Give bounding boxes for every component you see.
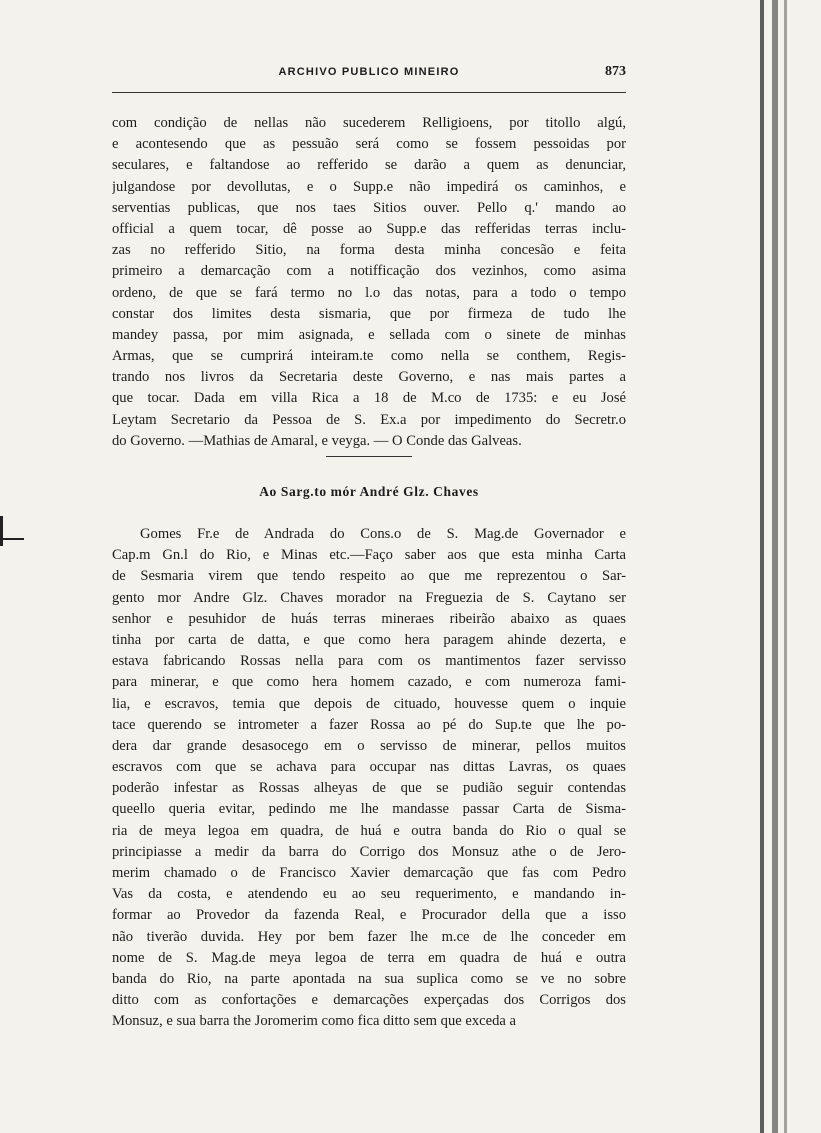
- running-header: [112, 66, 626, 86]
- page-edge-shadow: [784, 0, 787, 1133]
- text-line: mandey passa, por mim asignada, e sellada com o sinete de minhas: [112, 326, 626, 343]
- text-line: nome de S. Mag.de meya legoa de terra em quadra de huá e outra: [112, 949, 626, 966]
- text-line: formar ao Provedor da fazenda Real, e Procurador della que a isso: [112, 907, 626, 924]
- text-line: escravos com que se achava para occupar nas dittas Lavras, os quaes: [112, 759, 626, 776]
- text-line: serventias publicas, que nos taes Sitios ouver. Pello q.' mando ao: [112, 199, 626, 216]
- page-number: 873: [605, 64, 626, 79]
- text-line: trando nos livros da Secretaria deste Governo, e nas mais partes a: [112, 369, 626, 386]
- text-line: Armas, que se cumprirá inteiram.te como nella se conthem, Regis-: [112, 348, 626, 365]
- text-line: tinha por carta de datta, e que como hera paragem ahinde dezerta, e: [112, 631, 626, 648]
- text-line: senhor e pesuhidor de huás terras mineraes ribeirão abaixo as quaes: [112, 610, 626, 627]
- text-line: ditto com as confortações e demarcações experçadas dos Corrigos dos: [112, 992, 626, 1009]
- text-line: de Sesmaria virem que tendo respeito ao que me reprezentou o Sar-: [112, 568, 626, 585]
- text-line: primeiro a demarcação com a notifficação dos vezinhos, como asima: [112, 263, 626, 280]
- text-line: tace querendo se intrometer a fazer Rossa ao pé do Sup.te que lhe po-: [112, 716, 626, 733]
- text-line: constar dos limites desta sismaria, que por firmeza de tudo lhe: [112, 305, 626, 322]
- text-line: gento mor Andre Glz. Chaves morador na Freguezia de S. Caytano ser: [112, 589, 626, 606]
- text-line: do Governo. —Mathias de Amaral, e veyga. — O Conde das Galveas.: [112, 432, 522, 449]
- text-line: ria de meya legoa em quadra, de huá e outra banda do Rio o qual se: [112, 822, 626, 839]
- text-line: lia, e escravos, temia que depois de cituado, houvesse quem o inquie: [112, 695, 626, 712]
- header-title: ARCHIVO PUBLICO MINEIRO: [278, 66, 460, 78]
- text-line: queello queria evitar, pedindo me lhe mandasse passar Carta de Sisma-: [112, 801, 626, 818]
- text-line: Monsuz, e sua barra the Joromerim como fica ditto sem que exceda a: [112, 1013, 517, 1030]
- text-line: zas no refferido Sitio, na forma desta minha concesão e feita: [112, 242, 626, 259]
- text-block-sesmaria: [112, 524, 626, 1033]
- section-heading: Ao Sarg.to mór André Glz. Chaves: [259, 484, 479, 499]
- text-line: que tocar. Dada em villa Rica a 18 de M.co de 1735: e eu José: [112, 390, 626, 407]
- text-line: banda do Rio, na parte apontada na sua suplica como se ve no sobre: [112, 970, 626, 987]
- text-line: com condição de nellas não sucederem Relligioens, por titollo algú,: [112, 115, 626, 131]
- text-line: official a quem tocar, dê posse ao Supp.e das refferidas terras inclu-: [112, 220, 626, 237]
- text-line: julgandose por devollutas, e o Supp.e não impedirá os caminhos, e: [112, 178, 626, 195]
- text-block-continuation: [112, 113, 626, 452]
- binding-mark: [0, 538, 24, 540]
- text-line: não tiverão duvida. Hey por bem fazer lhe m.ce de lhe conceder em: [112, 928, 626, 945]
- text-line: seculares, e faltandose ao refferido se darão a quem as denunciar,: [112, 157, 626, 174]
- section-divider: [326, 456, 412, 457]
- text-line: Vas da costa, e atendendo eu ao seu requerimento, e mandando in-: [112, 886, 626, 903]
- text-line: principiasse a medir da barra do Corrigo dos Monsuz athe o de Jero-: [112, 843, 626, 860]
- text-line: para minerar, e que como hera homem cazado, e com numeroza fami-: [112, 674, 626, 691]
- text-line: estava fabricando Rossas nella para com os mantimentos fazer servisso: [112, 653, 626, 670]
- text-line: Cap.m Gn.l do Rio, e Minas etc.—Faço saber aos que esta minha Carta: [112, 547, 626, 564]
- text-line: poderão infestar as Rossas alheyas de que se pudião seguir contendas: [112, 780, 626, 797]
- header-rule: [112, 92, 626, 93]
- binding-mark: [0, 516, 3, 546]
- text-line: Leytam Secretario da Pessoa de S. Ex.a por impedimento do Secretr.o: [112, 411, 626, 428]
- text-line: ordeno, de que se fará termo no l.o das notas, para a todo o tempo: [112, 284, 626, 301]
- text-line: e acontesendo que as pessuão será como se fossem pessoidas por: [112, 136, 626, 153]
- text-line: merim chamado o de Francisco Xavier demarcação que fas com Pedro: [112, 865, 626, 881]
- page-edge-shadow: [772, 0, 778, 1133]
- text-line: Gomes Fr.e de Andrada do Cons.o de S. Mag.de Governador e: [140, 526, 626, 542]
- text-line: dera dar grande desasocego em o servisso de minerar, pellos muitos: [112, 737, 626, 754]
- page-edge-shadow: [760, 0, 764, 1133]
